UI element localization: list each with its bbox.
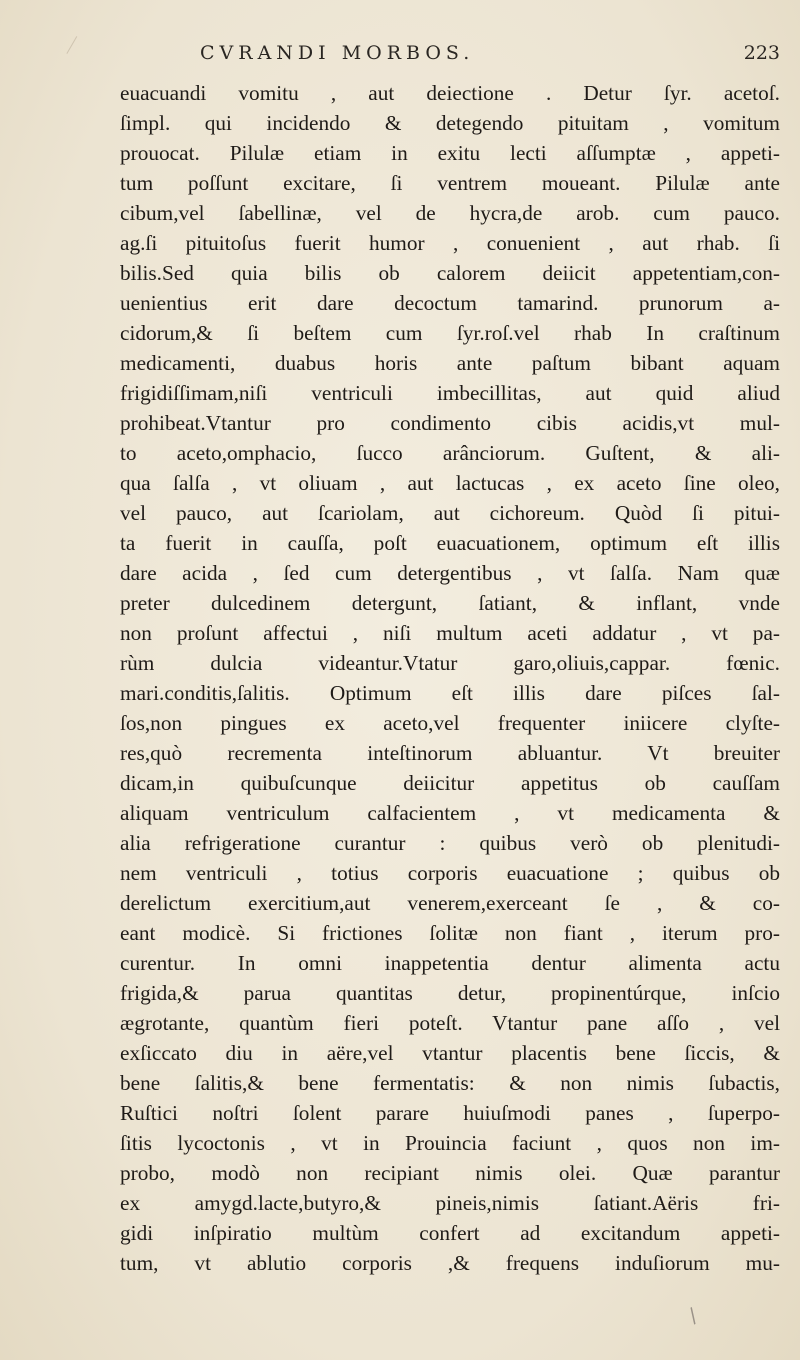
text-line: ſos,non pingues ex aceto,vel frequenter iniicere clyſte- [120, 711, 780, 735]
text-line: non proſunt affectui , niſi multum aceti addatur , vt pa- [120, 621, 780, 645]
text-line: alia refrigeratione curantur : quibus verò ob plenitudi- [120, 831, 780, 855]
text-line: ægrotante, quantùm fieri poteſt. Vtantur pane aſſo , vel [120, 1011, 780, 1035]
text-line: to aceto,omphacio, ſucco arânciorum. Guſtent, & ali- [120, 441, 780, 465]
pencil-slash-mark: / [683, 1303, 702, 1328]
text-line: prohibeat.Vtantur pro condimento cibis acidis,vt mul- [120, 411, 780, 435]
running-head-title: CVRANDI MORBOS. [200, 42, 475, 64]
text-line: euacuandi vomitu , aut deiectione . Detur ſyr. acetoſ. [120, 81, 780, 105]
text-line: nem ventriculi , totius corporis euacuatione ; quibus ob [120, 861, 780, 885]
text-line: frigidiſſimam,niſi ventriculi imbecillitas, aut quid aliud [120, 381, 780, 405]
text-line: preter dulcedinem detergunt, ſatiant, & inflant, vnde [120, 591, 780, 615]
text-line: medicamenti, duabus horis ante paſtum bibant aquam [120, 351, 780, 375]
text-line: res,quò recrementa inteſtinorum abluantur. Vt breuiter [120, 741, 780, 765]
page-crease-mark [66, 36, 94, 64]
text-line: curentur. In omni inappetentia dentur alimenta actu [120, 951, 780, 975]
text-line: prouocat. Pilulæ etiam in exitu lecti aſſumptæ , appeti- [120, 141, 780, 165]
text-line: uenientius erit dare decoctum tamarind. prunorum a- [120, 291, 780, 315]
text-line: probo, modò non recipiant nimis olei. Quæ parantur [120, 1161, 780, 1185]
text-line: derelictum exercitium,aut venerem,exerceant ſe , & co- [120, 891, 780, 915]
text-line: tum, vt ablutio corporis ,& frequens induſiorum mu- [120, 1251, 780, 1275]
text-line: ta fuerit in cauſſa, poſt euacuationem, optimum eſt illis [120, 531, 780, 555]
text-line: tum poſſunt excitare, ſi ventrem moueant. Pilulæ ante [120, 171, 780, 195]
text-line: bilis.Sed quia bilis ob calorem deiicit appetentiam,con- [120, 261, 780, 285]
text-line: cibum,vel ſabellinæ, vel de hycra,de arob. cum pauco. [120, 201, 780, 225]
text-line: rùm dulcia videantur.Vtatur garo,oliuis,cappar. fœnic. [120, 651, 780, 675]
text-line: gidi inſpiratio multùm confert ad excitandum appeti- [120, 1221, 780, 1245]
text-line: aliquam ventriculum calfacientem , vt medicamenta & [120, 801, 780, 825]
text-line: mari.conditis,ſalitis. Optimum eſt illis dare piſces ſal- [120, 681, 780, 705]
text-line: bene ſalitis,& bene fermentatis: & non nimis ſubactis, [120, 1071, 780, 1095]
text-line: frigida,& parua quantitas detur, propinentúrque, inſcio [120, 981, 780, 1005]
text-line: dicam,in quibuſcunque deiicitur appetitus ob cauſſam [120, 771, 780, 795]
text-line: cidorum,& ſi beſtem cum ſyr.roſ.vel rhab In craſtinum [120, 321, 780, 345]
running-head [120, 42, 780, 72]
text-line: ex amygd.lacte,butyro,& pineis,nimis ſatiant.Aëris fri- [120, 1191, 780, 1215]
text-line: exſiccato diu in aëre,vel vtantur placentis bene ſiccis, & [120, 1041, 780, 1065]
body-text [120, 78, 780, 1278]
text-line: vel pauco, aut ſcariolam, aut cichoreum. Quòd ſi pitui- [120, 501, 780, 525]
text-line: qua ſalſa , vt oliuam , aut lactucas , ex aceto ſine oleo, [120, 471, 780, 495]
text-line: eant modicè. Si frictiones ſolitæ non fiant , iterum pro- [120, 921, 780, 945]
text-line: ag.ſi pituitoſus fuerit humor , conuenient , aut rhab. ſi [120, 231, 780, 255]
page-number: 223 [743, 42, 780, 64]
text-line: ſimpl. qui incidendo & detegendo pituitam , vomitum [120, 111, 780, 135]
text-line: Ruſtici noſtri ſolent parare huiuſmodi panes , ſuperpo- [120, 1101, 780, 1125]
text-line: ſitis lycoctonis , vt in Prouincia faciunt , quos non im- [120, 1131, 780, 1155]
text-line: dare acida , ſed cum detergentibus , vt ſalſa. Nam quæ [120, 561, 780, 585]
